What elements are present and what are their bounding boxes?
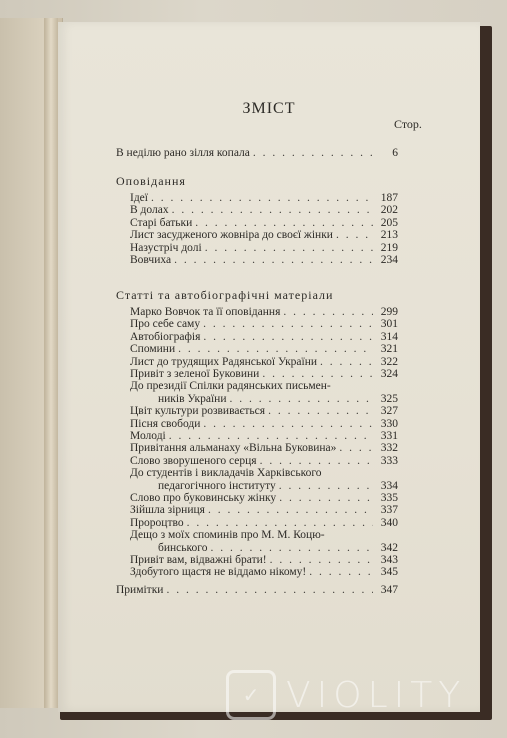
toc-entry bbox=[130, 517, 398, 530]
entry-page: 334 bbox=[380, 479, 398, 492]
entry-title: ників України bbox=[158, 392, 227, 405]
toc-entry bbox=[130, 418, 398, 431]
leader-dots bbox=[203, 331, 373, 344]
entry-title: Здобутого щастя не віддамо нікому! bbox=[130, 566, 307, 579]
toc-entry bbox=[130, 554, 398, 567]
entry-page: 325 bbox=[380, 392, 398, 405]
leader-dots bbox=[187, 517, 373, 530]
entry-title: Пісня свободи bbox=[130, 417, 201, 430]
entry-title: Автобіографія bbox=[130, 330, 201, 343]
entry-page: 322 bbox=[380, 355, 398, 368]
leader-dots bbox=[336, 229, 373, 242]
entry-title: Дещо з моїх споминів про М. М. Коцю- bbox=[130, 529, 325, 542]
toc-heading: ЗМІСТ bbox=[242, 100, 296, 117]
entry-title: Ідеї bbox=[130, 192, 148, 204]
leader-dots bbox=[229, 393, 373, 406]
entry-page: 342 bbox=[380, 541, 398, 554]
entry-title: Марко Вовчок та її оповідання bbox=[130, 306, 281, 318]
leader-dots bbox=[320, 356, 373, 369]
entry-title: Слово про буковинську жінку bbox=[130, 492, 277, 504]
entry-page: 205 bbox=[380, 216, 398, 229]
book-page bbox=[58, 22, 480, 712]
entry-title: Лист до трудящих Радянської України bbox=[130, 355, 318, 368]
entry-page: 327 bbox=[380, 405, 398, 418]
entry-page: 202 bbox=[380, 204, 398, 217]
entry-title: Зійшла зірниця bbox=[130, 504, 205, 517]
leader-dots bbox=[262, 368, 373, 381]
entry-title: Назустріч долі bbox=[130, 241, 202, 254]
toc-entry bbox=[130, 229, 398, 242]
entry-title: Пророцтво bbox=[130, 516, 184, 529]
leader-dots bbox=[166, 584, 373, 597]
toc-entry bbox=[130, 331, 398, 344]
toc-entry bbox=[130, 306, 398, 319]
entry-title: Привітання альманаху «Вільна Буковина» bbox=[130, 442, 337, 455]
entry-page: 335 bbox=[380, 492, 398, 504]
entry-page: 321 bbox=[380, 343, 398, 356]
toc-entry bbox=[130, 254, 398, 267]
toc-entry bbox=[158, 542, 398, 555]
entry-title: В долах bbox=[130, 204, 169, 217]
entry-page: 330 bbox=[380, 417, 398, 430]
leader-dots bbox=[208, 504, 373, 517]
entry-title: Привіт з зеленої Буковини bbox=[130, 368, 260, 380]
entry-page: 299 bbox=[380, 306, 398, 318]
leader-dots bbox=[174, 254, 373, 267]
leader-dots bbox=[203, 318, 373, 331]
toc-entry bbox=[130, 492, 398, 505]
leader-dots bbox=[270, 554, 373, 567]
leader-dots bbox=[178, 343, 373, 356]
entry-page: 219 bbox=[380, 241, 398, 254]
toc-entry bbox=[130, 455, 398, 468]
entry-title: Слово зворушеного серця bbox=[130, 454, 257, 467]
toc-entry bbox=[130, 504, 398, 517]
entry-title: бинського bbox=[158, 541, 208, 554]
entry-title: Спомини bbox=[130, 343, 176, 356]
entry-page: 314 bbox=[380, 330, 398, 343]
entry-page: 333 bbox=[380, 454, 398, 467]
entry-page: 331 bbox=[380, 430, 398, 442]
leader-dots bbox=[169, 430, 373, 443]
entry-title: В неділю рано зілля копала bbox=[116, 147, 250, 159]
leader-dots bbox=[260, 455, 373, 468]
leader-dots bbox=[309, 566, 373, 579]
entry-page: 324 bbox=[380, 368, 398, 380]
entry-title: Цвіт культури розвивається bbox=[130, 405, 266, 418]
leader-dots bbox=[210, 542, 373, 555]
entry-title: Примітки bbox=[116, 584, 164, 596]
toc-entry bbox=[116, 584, 398, 597]
entry-page: 187 bbox=[380, 192, 398, 204]
entry-title: Молоді bbox=[130, 430, 166, 442]
toc-entry bbox=[130, 318, 398, 331]
entry-page: 345 bbox=[380, 566, 398, 579]
toc-entry bbox=[130, 356, 398, 369]
entry-title: Старі батьки bbox=[130, 216, 193, 229]
toc-entry bbox=[130, 242, 398, 255]
toc-entry bbox=[158, 393, 398, 406]
leader-dots bbox=[205, 242, 373, 255]
toc-entry bbox=[130, 430, 398, 443]
page-column-label: Стор. bbox=[394, 117, 422, 131]
watermark bbox=[226, 670, 466, 720]
entry-title: Про себе саму bbox=[130, 318, 201, 331]
leader-dots bbox=[151, 192, 373, 205]
watermark-text: VIOLITY bbox=[286, 674, 467, 716]
entry-page: 343 bbox=[380, 554, 398, 566]
leader-dots bbox=[279, 480, 373, 493]
leader-dots bbox=[339, 442, 373, 455]
toc-entry bbox=[130, 204, 398, 217]
toc-entry bbox=[130, 368, 398, 381]
entry-title: До студентів і викладачів Харківського bbox=[130, 467, 322, 480]
section-title: Оповідання bbox=[116, 174, 186, 188]
leader-dots bbox=[279, 492, 373, 505]
leader-dots bbox=[203, 418, 373, 431]
entry-title: Лист засудженого жовніра до своєї жінки bbox=[130, 229, 333, 242]
toc-entry bbox=[130, 343, 398, 356]
entry-page: 234 bbox=[380, 254, 398, 266]
toc-entry bbox=[116, 147, 398, 160]
entry-page: 332 bbox=[380, 442, 398, 455]
toc-entry bbox=[158, 480, 398, 493]
entry-title: Привіт вам, відважні брати! bbox=[130, 554, 267, 566]
section-title: Статті та автобіографічні матеріали bbox=[116, 288, 334, 302]
toc-entry bbox=[130, 566, 398, 579]
leader-dots bbox=[283, 306, 373, 319]
leader-dots bbox=[253, 147, 373, 160]
toc-entry bbox=[130, 442, 398, 455]
entry-page: 337 bbox=[380, 504, 398, 517]
book-spine bbox=[44, 18, 58, 708]
leader-dots bbox=[172, 204, 373, 217]
toc-entry bbox=[130, 192, 398, 205]
entry-title: До президії Спілки радянських письмен- bbox=[130, 380, 331, 393]
entry-page: 6 bbox=[392, 147, 398, 159]
entry-title: педагогічного інституту bbox=[158, 479, 276, 492]
entry-page: 340 bbox=[380, 516, 398, 529]
entry-page: 301 bbox=[380, 318, 398, 331]
entry-page: 347 bbox=[380, 584, 398, 596]
entry-page: 213 bbox=[380, 229, 398, 242]
leader-dots bbox=[268, 405, 373, 418]
entry-title: Вовчиха bbox=[130, 254, 172, 266]
violity-logo-icon: ✓ bbox=[226, 670, 276, 720]
toc-entry bbox=[130, 405, 398, 418]
leader-dots bbox=[195, 217, 373, 230]
toc-entry bbox=[130, 217, 398, 230]
